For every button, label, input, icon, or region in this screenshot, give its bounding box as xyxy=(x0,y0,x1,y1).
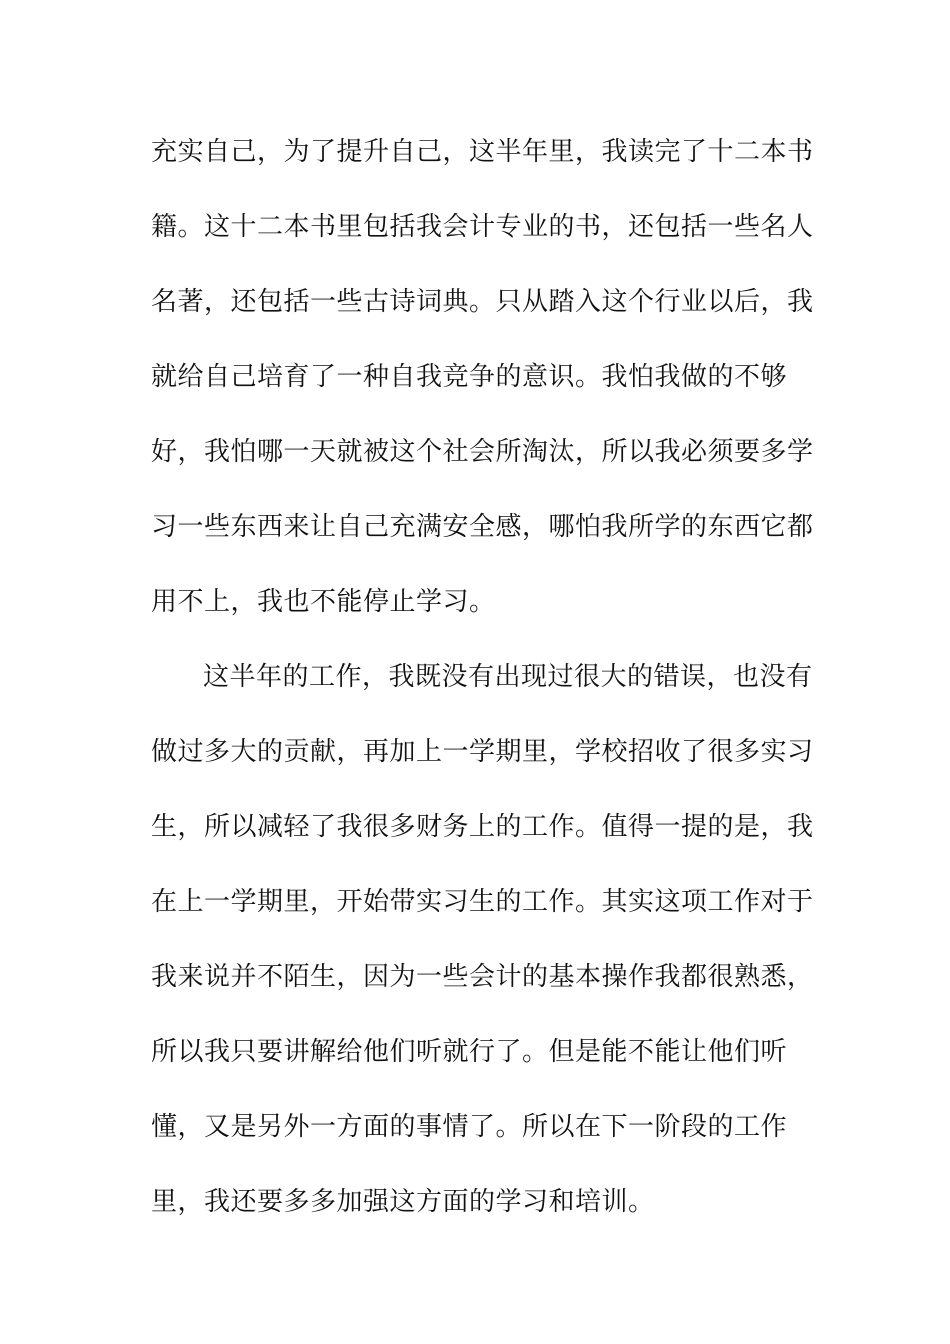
text-line: 在上一学期里，开始带实习生的工作。其实这项工作对于 xyxy=(151,887,814,917)
text-line: 籍。这十二本书里包括我会计专业的书，还包括一些名人 xyxy=(151,212,814,242)
text-line: 充实自己，为了提升自己，这半年里，我读完了十二本书 xyxy=(151,137,814,167)
body-text xyxy=(151,128,814,1253)
text-line: 所以我只要讲解给他们听就行了。但是能不能让他们听 xyxy=(151,1037,788,1067)
text-line: 懂，又是另外一方面的事情了。所以在下一阶段的工作 xyxy=(151,1112,788,1142)
text-line: 用不上，我也不能停止学习。 xyxy=(151,587,496,617)
text-line: 习一些东西来让自己充满安全感，哪怕我所学的东西它都 xyxy=(151,512,814,542)
text-line: 里，我还要多多加强这方面的学习和培训。 xyxy=(151,1187,655,1217)
text-line: 我来说并不陌生，因为一些会计的基本操作我都很熟悉， xyxy=(151,962,814,992)
text-line-indented: 这半年的工作，我既没有出现过很大的错误，也没有 xyxy=(203,662,813,692)
text-line: 生，所以减轻了我很多财务上的工作。值得一提的是，我 xyxy=(151,812,814,842)
text-line: 名著，还包括一些古诗词典。只从踏入这个行业以后，我 xyxy=(151,287,814,317)
text-line: 做过多大的贡献，再加上一学期里，学校招收了很多实习 xyxy=(151,737,814,767)
text-line: 就给自己培育了一种自我竞争的意识。我怕我做的不够 xyxy=(151,362,788,392)
text-line: 好，我怕哪一天就被这个社会所淘汰，所以我必须要多学 xyxy=(151,437,814,467)
